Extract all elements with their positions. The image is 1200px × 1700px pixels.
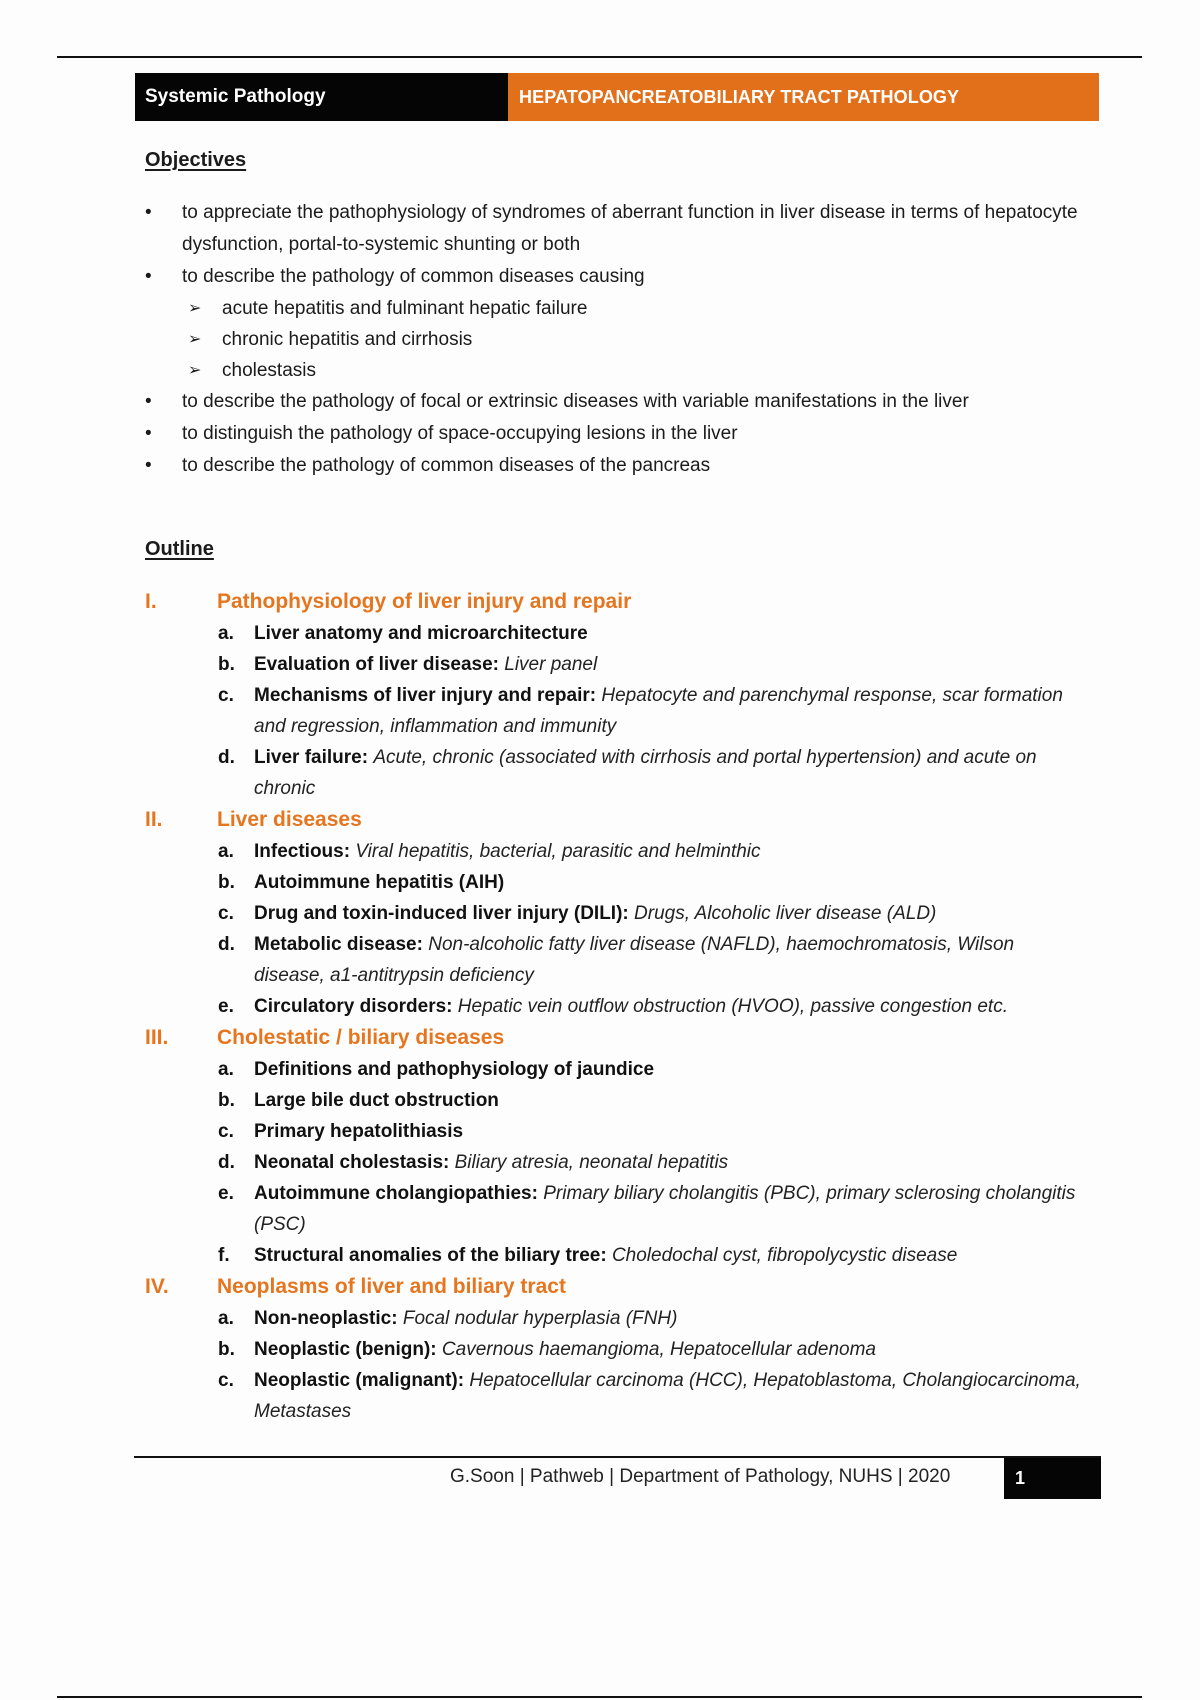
item-description: Acute, chronic (associated with cirrhosis and portal hypertension) and acute on chronic [254, 747, 1037, 799]
top-rule [57, 56, 1142, 58]
outline-item [145, 1085, 1090, 1116]
item-letter: c. [218, 1121, 234, 1142]
item-letter: e. [218, 1183, 234, 1204]
item-label: Infectious: [254, 841, 356, 862]
objective-text: to describe the pathology of focal or extrinsic diseases with variable manifestations in the liver [182, 391, 969, 412]
item-letter: a. [218, 841, 234, 862]
objective-subitem [145, 293, 1080, 324]
item-description: Liver panel [504, 654, 598, 675]
outline-section-heading [145, 1271, 1090, 1303]
outline-item [145, 680, 1090, 742]
outline-item [145, 1054, 1090, 1085]
item-label: Neoplastic (benign): [254, 1339, 442, 1360]
outline-item [145, 618, 1090, 649]
objective-text: to distinguish the pathology of space-occupying lesions in the liver [182, 423, 738, 444]
item-description: Hepatic vein outflow obstruction (HVOO), passive congestion etc. [457, 996, 1008, 1017]
item-letter: e. [218, 996, 234, 1017]
page-number: 1 [1004, 1458, 1101, 1499]
section-number: III. [145, 1026, 169, 1049]
item-label: Drug and toxin-induced liver injury (DILI): [254, 903, 635, 924]
item-label: Autoimmune hepatitis (AIH) [254, 872, 505, 893]
outline-item [145, 836, 1090, 867]
item-letter: a. [218, 1308, 234, 1329]
footer-rule [134, 1456, 1101, 1458]
item-letter: d. [218, 1152, 235, 1173]
objective-item [145, 197, 1080, 261]
bullet-icon: • [145, 391, 152, 412]
page-header [135, 73, 1099, 121]
section-number: I. [145, 590, 157, 613]
objectives-list [145, 197, 1080, 482]
bullet-icon: • [145, 266, 152, 287]
outline-section-heading [145, 586, 1090, 618]
item-label: Metabolic disease: [254, 934, 429, 955]
item-letter: a. [218, 1059, 234, 1080]
objective-item [145, 450, 1080, 482]
item-label: Neonatal cholestasis: [254, 1152, 455, 1173]
item-label: Evaluation of liver disease: [254, 654, 505, 675]
item-letter: d. [218, 747, 235, 768]
item-description: Choledochal cyst, fibropolycystic disease [611, 1245, 958, 1266]
item-description: Focal nodular hyperplasia (FNH) [402, 1308, 678, 1329]
objective-subitem [145, 324, 1080, 355]
item-label: Non-neoplastic: [254, 1308, 403, 1329]
arrow-bullet-icon: ➢ [188, 362, 202, 379]
objective-text: to appreciate the pathophysiology of syndromes of aberrant function in liver disease in terms of hepatocyte dysfunction, portal-to-systemic shunting or both [182, 202, 1078, 255]
item-label: Neoplastic (malignant): [254, 1370, 470, 1391]
footer-credit: G.Soon | Pathweb | Department of Pathology, NUHS | 2020 [450, 1466, 951, 1487]
outline-item [145, 1365, 1090, 1427]
section-title: Liver diseases [217, 808, 362, 831]
item-description: Drugs, Alcoholic liver disease (ALD) [634, 903, 937, 924]
outline-item [145, 1147, 1090, 1178]
outline-item [145, 1303, 1090, 1334]
objective-text: to describe the pathology of common diseases of the pancreas [182, 455, 711, 476]
outline-section-heading [145, 804, 1090, 836]
item-label: Mechanisms of liver injury and repair: [254, 685, 602, 706]
outline-item [145, 742, 1090, 804]
outline-item [145, 1178, 1090, 1240]
item-letter: b. [218, 1339, 235, 1360]
objective-item [145, 386, 1080, 418]
item-letter: c. [218, 685, 234, 706]
outline-section-heading [145, 1022, 1090, 1054]
outline-heading: Outline [145, 538, 214, 560]
bullet-icon: • [145, 202, 152, 223]
objective-item [145, 261, 1080, 293]
item-label: Large bile duct obstruction [254, 1090, 499, 1111]
objectives-heading: Objectives [145, 149, 247, 171]
item-description: Hepatocyte and parenchymal response, scar formation and regression, inflammation and immunity [254, 685, 1063, 737]
bottom-rule [57, 1696, 1142, 1698]
item-label: Liver failure: [254, 747, 374, 768]
item-description: Hepatocellular carcinoma (HCC), Hepatoblastoma, Cholangiocarcinoma, Metastases [254, 1370, 1081, 1422]
header-topic: HEPATOPANCREATOBILIARY TRACT PATHOLOGY [508, 73, 1099, 121]
item-letter: a. [218, 623, 234, 644]
item-label: Circulatory disorders: [254, 996, 458, 1017]
item-letter: f. [218, 1245, 230, 1266]
objective-subitem-text: cholestasis [222, 360, 316, 381]
arrow-bullet-icon: ➢ [188, 331, 202, 348]
item-letter: b. [218, 1090, 235, 1111]
objective-subitem [145, 355, 1080, 386]
outline-item [145, 1116, 1090, 1147]
bullet-icon: • [145, 423, 152, 444]
arrow-bullet-icon: ➢ [188, 300, 202, 317]
objective-subitem-text: acute hepatitis and fulminant hepatic failure [222, 298, 588, 319]
item-label: Structural anomalies of the biliary tree: [254, 1245, 612, 1266]
outline-item [145, 1334, 1090, 1365]
item-label: Liver anatomy and microarchitecture [254, 623, 588, 644]
objective-subitem-text: chronic hepatitis and cirrhosis [222, 329, 473, 350]
item-letter: b. [218, 872, 235, 893]
outline-item [145, 649, 1090, 680]
item-letter: c. [218, 1370, 234, 1391]
item-description: Non-alcoholic fatty liver disease (NAFLD), haemochromatosis, Wilson disease, a1-antitrypsin deficiency [254, 934, 1015, 986]
section-title: Cholestatic / biliary diseases [217, 1026, 505, 1049]
item-letter: c. [218, 903, 234, 924]
outline-item [145, 991, 1090, 1022]
outline-item [145, 867, 1090, 898]
section-number: IV. [145, 1275, 169, 1298]
objective-text: to describe the pathology of common diseases causing [182, 266, 645, 287]
section-title: Pathophysiology of liver injury and repair [217, 590, 632, 613]
item-description: Cavernous haemangioma, Hepatocellular adenoma [441, 1339, 877, 1360]
objective-item [145, 418, 1080, 450]
outline-item [145, 929, 1090, 991]
item-description: Viral hepatitis, bacterial, parasitic and helminthic [355, 841, 761, 862]
item-letter: b. [218, 654, 235, 675]
header-course: Systemic Pathology [135, 73, 508, 121]
item-letter: d. [218, 934, 235, 955]
item-description: Biliary atresia, neonatal hepatitis [454, 1152, 729, 1173]
item-description: Primary biliary cholangitis (PBC), primary sclerosing cholangitis (PSC) [254, 1183, 1076, 1235]
section-number: II. [145, 808, 163, 831]
item-label: Primary hepatolithiasis [254, 1121, 464, 1142]
objective-sublist [145, 293, 1080, 386]
section-title: Neoplasms of liver and biliary tract [217, 1275, 566, 1298]
item-label: Autoimmune cholangiopathies: [254, 1183, 544, 1204]
outline-item [145, 1240, 1090, 1271]
item-label: Definitions and pathophysiology of jaundice [254, 1059, 655, 1080]
bullet-icon: • [145, 455, 152, 476]
outline-item [145, 898, 1090, 929]
outline-list [145, 586, 1090, 1427]
